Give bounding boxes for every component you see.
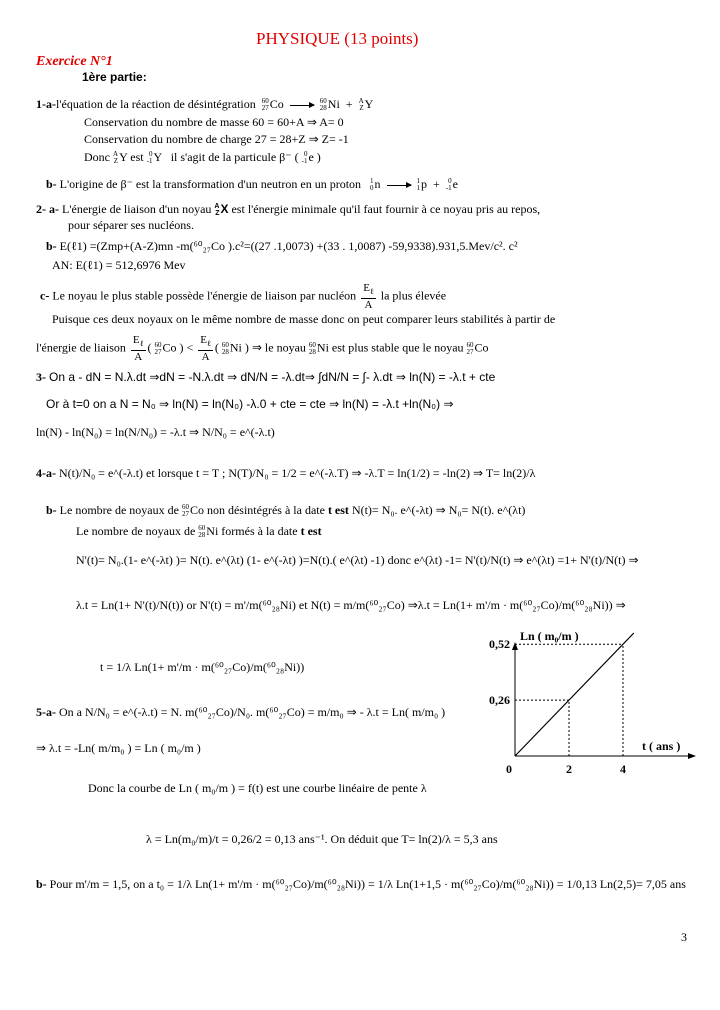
graph-xlabel: t ( ans ) xyxy=(642,739,681,753)
q3-line2: Or à t=0 on a N = N₀ ⇒ ln(N) = ln(N₀) -λ.0 + cte = cte ⇒ ln(N) = -λ.t +ln(N₀) ⇒ xyxy=(46,397,454,411)
q3-eq1: On a - dN = N.λ.dt ⇒dN = -N.λ.dt ⇒ dN/N = -λ.dt⇒ ∫dN/N = ∫- λ.dt ⇒ ln(N) = -λ.t + cte xyxy=(49,370,496,384)
para2a: l'énergie de liaison xyxy=(36,340,126,355)
q1a-conserv-mass: Conservation du nombre de masse 60 = 60+A ⇒ A= 0 xyxy=(84,115,344,129)
arrow-icon xyxy=(290,105,314,106)
donc-word: Donc xyxy=(84,150,110,164)
q1a-conserv-charge: Conservation du nombre de charge 27 = 28+Z ⇒ Z= -1 xyxy=(84,132,349,146)
q5a-line4: λ = Ln(m₀/m)/t = 0,26/2 = 0,13 ans⁻¹. On déduit que T= ln(2)/λ = 5,3 ans xyxy=(146,832,498,846)
ln-graph xyxy=(470,628,710,778)
y-axis-arrow-icon xyxy=(512,642,518,650)
q2a-text2: est l'énergie minimale qu'il faut fournir à ce noyau pris au repos, xyxy=(231,202,541,216)
q4a-line xyxy=(36,466,535,480)
q2b-line xyxy=(46,239,518,253)
q5a-line2: ⇒ λ.t = -Ln( m/m₀ ) = Ln ( m₀/m ) xyxy=(36,741,201,755)
q5b-line xyxy=(36,877,686,891)
origin-label: 0 xyxy=(506,762,512,776)
data-line xyxy=(515,633,634,756)
q1a-donc: Donc A Z Y est 0 -1 Y il s'agit de la particule β⁻ ( 0 -1 e ) xyxy=(84,150,321,166)
q2c-line: c- Le noyau le plus stable possède l'énergie de liaison par nucléon $\frac{E_\ell}{A}$ la plus élevée xyxy=(40,282,447,312)
q4b-l1a: Le nombre de noyaux de xyxy=(59,503,179,517)
page-title: PHYSIQUE (13 points) xyxy=(256,29,419,48)
arrow-icon xyxy=(387,185,411,186)
page-number: 3 xyxy=(681,930,687,944)
q2c-text1: Le noyau le plus stable possède l'énergie de liaison par nucléon xyxy=(52,288,357,303)
q4b-line2: Le nombre de noyaux de 60 28 Ni formés à la date t est xyxy=(76,524,322,540)
q2c-label: c- xyxy=(40,288,50,303)
q4b-l2c: t est xyxy=(300,524,322,538)
y-tick-label: 0,52 xyxy=(489,637,510,652)
q2c-para1: Puisque ces deux noyaux on le même nombre de masse donc on peut comparer leurs stabilités à partir de xyxy=(52,312,556,326)
q4b-label: b- xyxy=(46,503,57,517)
q4b-l1d: N(t)= N₀. e^(-λt) ⇒ N₀= N(t). e^(λt) xyxy=(351,503,526,517)
x-tick-label: 4 xyxy=(620,762,626,776)
q4a-eq: N(t)/N₀ = e^(-λ.t) et lorsque t = T ; N(T)/N₀ = 1/2 = e^(-λ.T) ⇒ -λ.T = ln(1/2) = -ln(2) ⇒ T= ln(2)/λ xyxy=(59,466,536,480)
para2b: ⇒ le noyau xyxy=(251,340,306,355)
part-heading: 1ère partie: xyxy=(82,70,147,84)
q2a-line: 2- a- L'énergie de liaison d'un noyau A Z X est l'énergie minimale qu'il faut fournir à ce noyau pris au repos, xyxy=(36,202,541,218)
para2c: Ni est plus stable que le noyau xyxy=(316,340,464,355)
graph-ylabel: Ln ( m₀/m ) xyxy=(520,629,579,643)
q4b-line4: λ.t = Ln(1+ N'(t)/N(t)) or N'(t) = m'/m(⁶⁰₂₈Ni) et N(t) = m/m(⁶⁰₂₇Co) ⇒λ.t = Ln(1+ m'/m · m(⁶⁰₂₇Co)/m(⁶⁰₂₈Ni)) ⇒ xyxy=(76,598,626,612)
q4b-l1b: Co non désintégrés à la date xyxy=(189,503,325,517)
close-paren: ) xyxy=(316,150,321,164)
q3-line3: ln(N) - ln(N₀) = ln(N/N₀) = -λ.t ⇒ N/N₀ = e^(-λ.t) xyxy=(36,425,275,439)
q1b-text: L'origine de β⁻ est la transformation d'un neutron en un proton xyxy=(59,177,362,191)
particule-text: il s'agit de la particule β⁻ ( xyxy=(170,150,299,164)
q3-line1 xyxy=(36,370,495,384)
q2b-label: b- xyxy=(46,239,57,253)
exercise-heading: Exercice N°1 xyxy=(36,54,113,69)
q2a-label: 2- a- xyxy=(36,202,59,216)
para2d: Co xyxy=(474,340,489,355)
x-axis-arrow-icon xyxy=(688,753,696,759)
q4b-l2b: Ni formés à la date xyxy=(206,524,298,538)
est-word: est xyxy=(130,150,144,164)
q1a-line: 1-a-l'équation de la réaction de désintégration 60 27 Co 60 28 Ni + A Z Y xyxy=(36,97,374,113)
q5b-eq: Pour m'/m = 1,5, on a t₀ = 1/λ Ln(1+ m'/m · m(⁶⁰₂₇Co)/m(⁶⁰₂₈Ni)) = 1/λ Ln(1+1,5 · m(⁶⁰₂₇Co)/m(⁶⁰₂₈Ni)) = 1/0,13 Ln(2,5)= 7,05 ans xyxy=(49,877,686,891)
q2c-para2: l'énergie de liaison $\frac{E_\ell}{A}$ ( 60 27 Co ) < $\frac{E_\ell}{A}$ ( 60 28 Ni ) ⇒ le noyau 60 28 Ni est plus stable que le noyau 60 27 Co xyxy=(36,334,489,364)
q4b-line5: t = 1/λ Ln(1+ m'/m · m(⁶⁰₂₇Co)/m(⁶⁰₂₈Ni)) xyxy=(100,660,305,674)
q2b-formula: E(ℓ1) =(Zmp+(A-Z)mn -m(⁶⁰₂₇Co ).c²=((27 .1,0073) +(33 . 1,0087) -59,9338).931,5.Mev/c². c² xyxy=(59,239,518,253)
q4b-l2a: Le nombre de noyaux de xyxy=(76,524,196,538)
q2b-an: AN: E(ℓ1) = 512,6976 Mev xyxy=(52,258,186,272)
x-tick-label: 2 xyxy=(566,762,572,776)
q5a-label: 5-a- xyxy=(36,705,56,719)
q4a-label: 4-a- xyxy=(36,466,56,480)
q2c-text2: la plus élevée xyxy=(380,288,447,303)
q4b-line1: b- Le nombre de noyaux de 60 27 Co non désintégrés à la date t est N(t)= N₀. e^(-λt) ⇒ N₀= N(t). e^(λt) xyxy=(46,503,526,519)
q4b-l1c: t est xyxy=(327,503,349,517)
q1a-label: 1-a- xyxy=(36,97,56,111)
q5a-line1 xyxy=(36,705,445,719)
q1b-label: b- xyxy=(46,177,57,191)
q5a-line3: Donc la courbe de Ln ( m₀/m ) = f(t) est une courbe linéaire de pente λ xyxy=(88,781,427,795)
q4b-line3: N'(t)= N₀.(1- e^(-λt) )= N(t). e^(λt) (1- e^(-λt) )=N(t).( e^(λt) -1) donc e^(λt) -1= N'(t)/N(t) ⇒ e^(λt) =1+ N'(t)/N(t) ⇒ xyxy=(76,553,639,567)
y-tick-label: 0,26 xyxy=(489,693,510,708)
q5a-eq1: On a N/N₀ = e^(-λ.t) = N. m(⁶⁰₂₇Co)/N₀. m(⁶⁰₂₇Co) = m/m₀ ⇒ - λ.t = Ln( m/m₀ ) xyxy=(59,705,446,719)
q2a-text3: pour séparer ses nucléons. xyxy=(68,218,194,232)
q5b-label: b- xyxy=(36,877,47,891)
q1a-intro: l'équation de la réaction de désintégration xyxy=(56,97,256,111)
q2a-text1: L'énergie de liaison d'un noyau xyxy=(62,202,212,216)
q1b-line: b- L'origine de β⁻ est la transformation d'un neutron en un proton 1 0 n 1 1 p + 0 -1 e xyxy=(46,177,458,193)
q3-label: 3- xyxy=(36,370,46,384)
